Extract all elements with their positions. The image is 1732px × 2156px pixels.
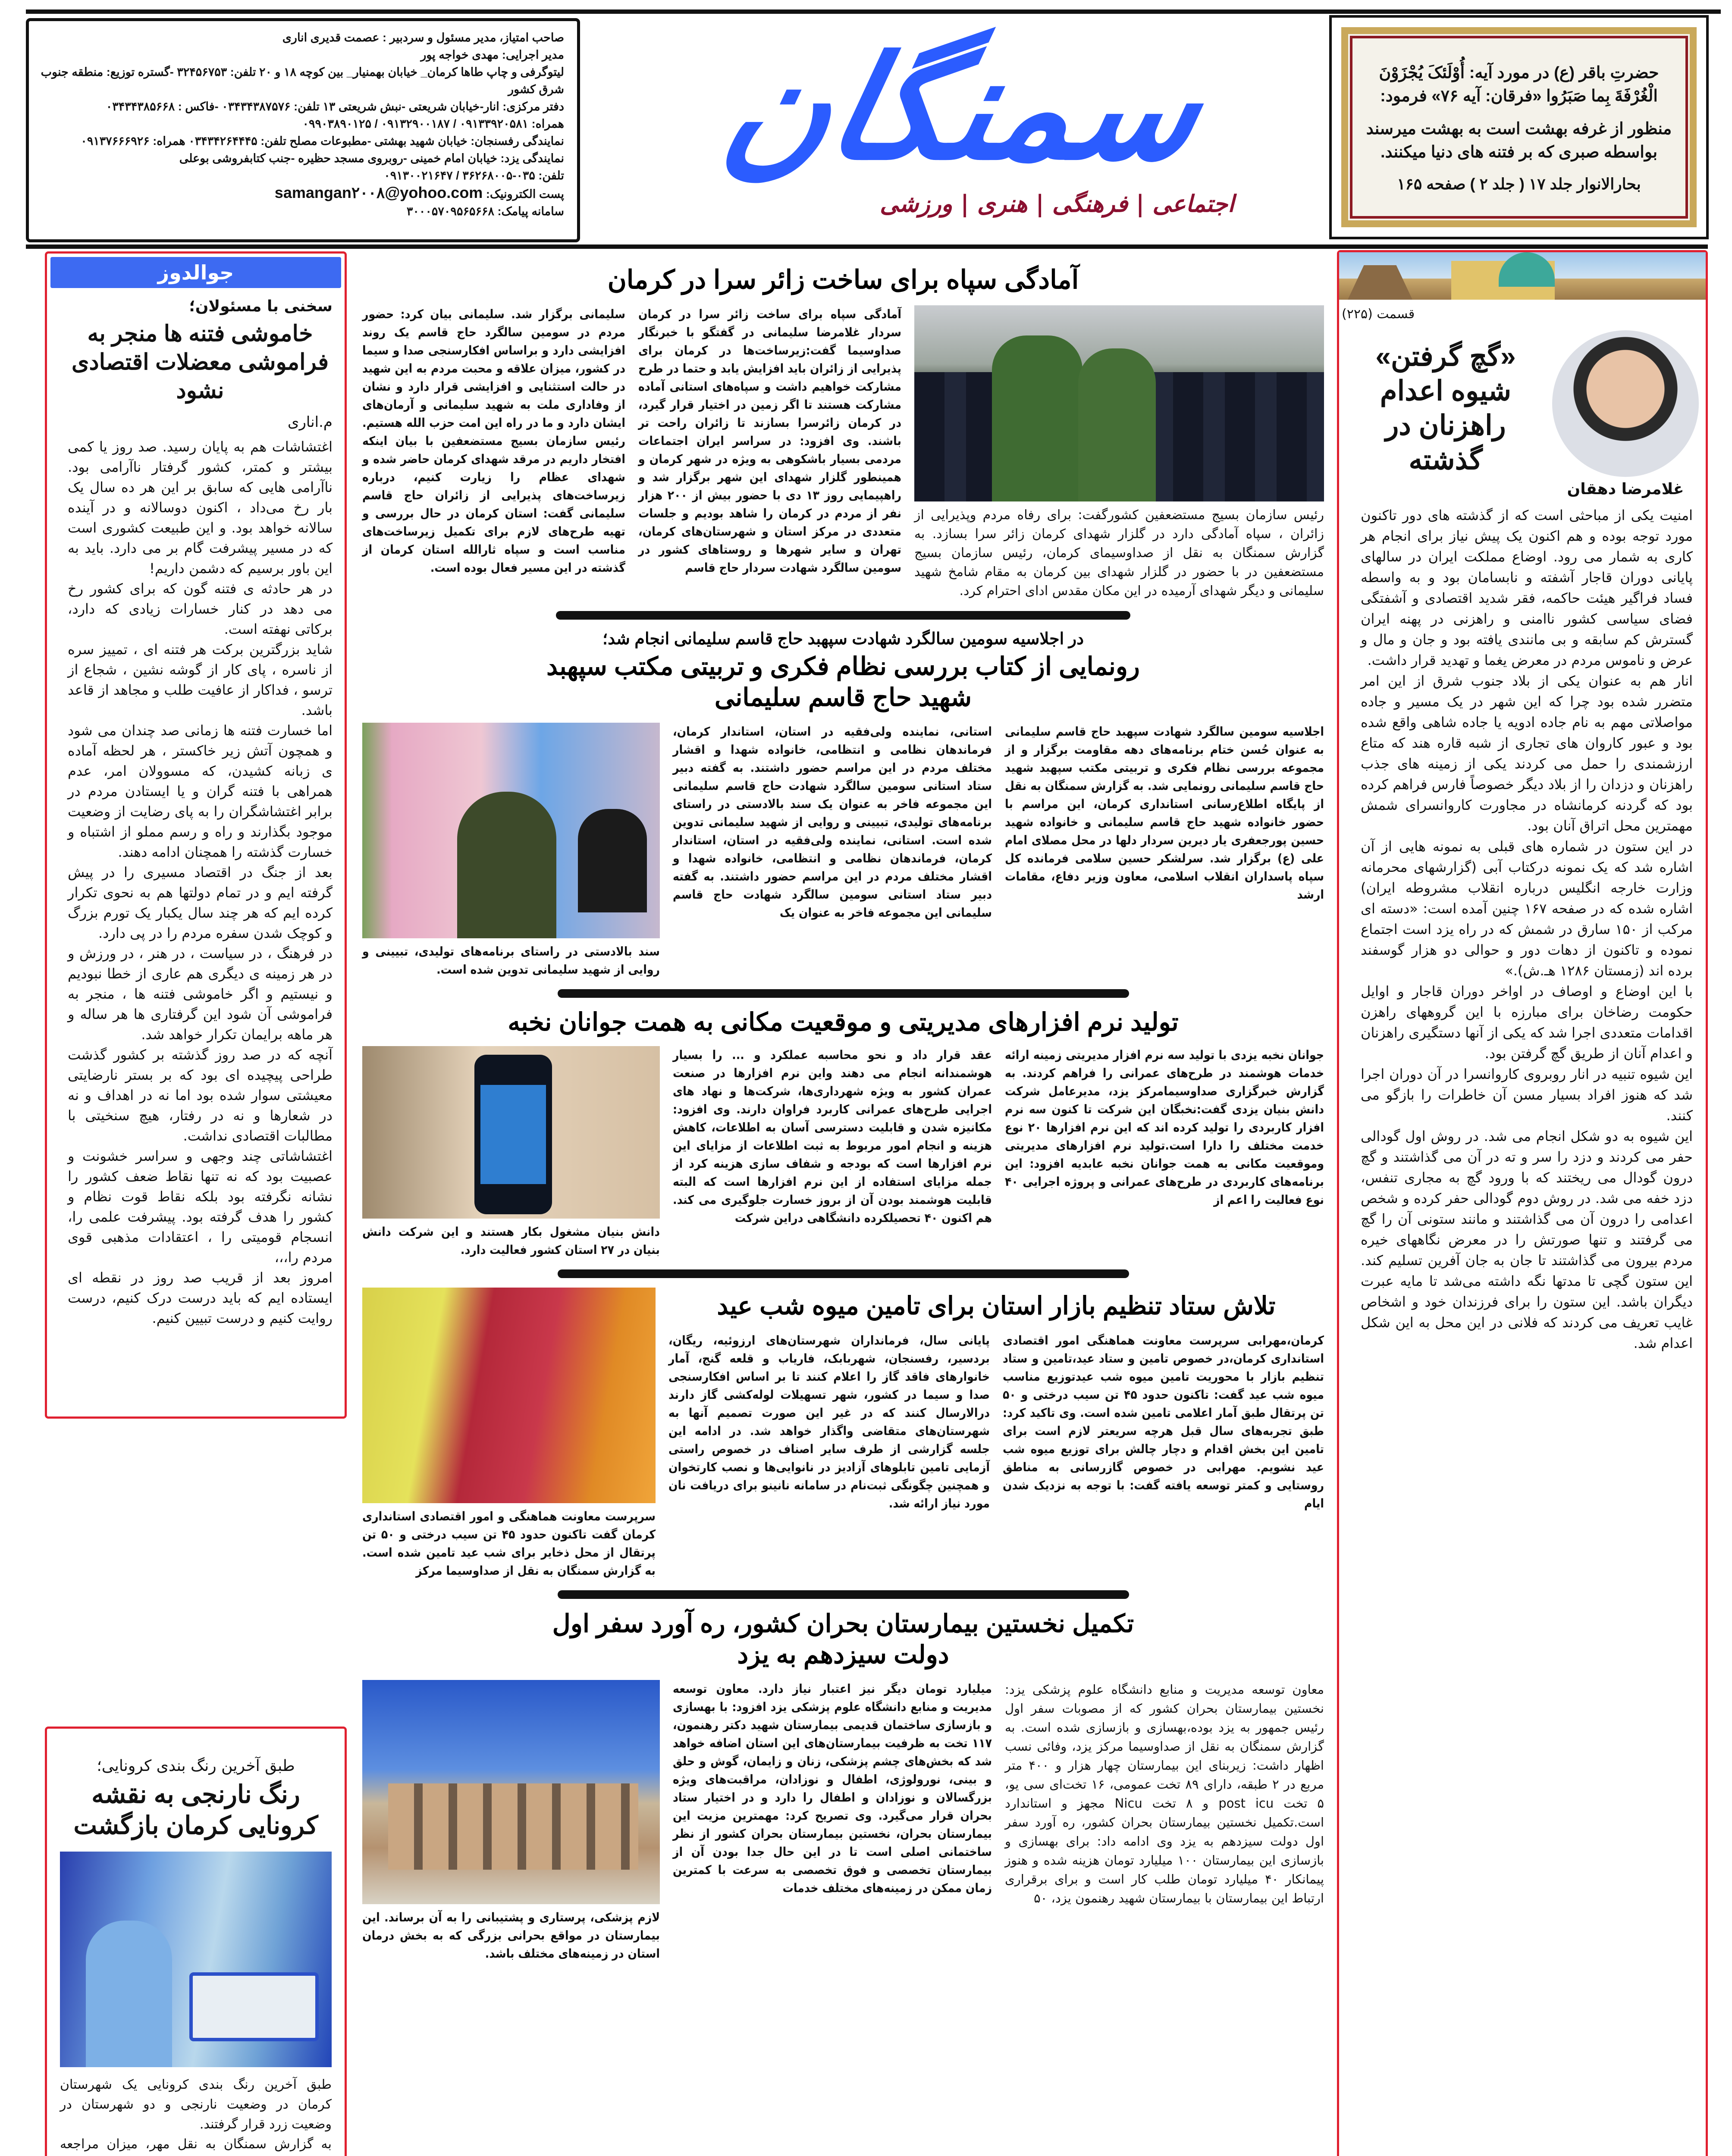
author: غلامرضا دهقان xyxy=(1567,480,1684,498)
imprint-mobile: همراه: ۰۹۱۳۳۹۲۰۵۸۱ / ۰۹۱۳۲۹۰۰۱۸۷ / ۰۹۹۰۳۸۹۰۱۲۵ xyxy=(302,117,564,130)
photo-caption: رئیس سازمان بسیج مستضعفین کشورگفت: برای رفاه مردم وپذیرایی از زائران ، سپاه آمادگی دارد در گلزار شهدای کرمان زائر سرا بسازد. به گزارش سمنگان به نقل از صداوسیمای کرمان، رئیس سازمان بسیج مستضعفین در با حضور در گلزار شهدای بین کرمان به مقام شامخ شهید سلیمانی و دیگر شهدای آرمیده در این مکان مقدس ادای احترام کرد. xyxy=(914,508,1324,599)
article-1-photo xyxy=(914,305,1324,501)
smart-home-photo xyxy=(362,1046,660,1219)
masthead-logo xyxy=(710,17,1251,233)
imprint-box xyxy=(26,18,580,242)
icu-photo xyxy=(60,1852,332,2067)
covid-kicker: طبق آخرین رنگ بندی کرونایی؛ xyxy=(97,1757,295,1775)
paragraph: امروز بعد از قریب صد روز در نقطه ای ایستاده ایم که باید درست درک کنیم، درست روایت کنیم و درست تبیین کنیم. xyxy=(68,1269,333,1326)
article-1-col-2: سلیمانی برگزار شد. سلیمانی بیان کرد: حضور مردم در سومین سالگرد حاج قاسم یک روند افزایشی دارد و براساس افکارسنجی صدا و سیما در کشور، میزان علاقه و محبت مردم به این شهید در حالت استثنایی و افزایشی قرار دارد و نشان از وفاداری ملت به شهید سلیمانی و آرمان‌های ایشان دارد و ما در راه این امت حزب الله هستیم. رئیس سازمان بسیج مستضعفین با بیان اینکه افتخار داریم در مرقد شهدای کرمان حاضر شده و شهدای عظام را زیارت کنیم، درباره زیرساخت‌های پذیرایی از زائران حاج قاسم سلیمانی گفت: استان کرمان در حال بررسی و تهیه طرح‌های لازم برای تکمیل زیرساخت‌های مناسب است و سپاه ثارالله استان کرمان از گذشته در این مسیر فعال بوده است. xyxy=(362,307,625,575)
article-4-col-2: پایانی سال، فرمانداران شهرستان‌های ارزوئیه، ریگان، بردسیر، رفسنجان، شهربابک، فاریاب و قلعه گنج، آمار خانوارهای فاقد گاز را اعلام کنند تا بر اساس افکارسنجی صدا و سیما در کشور، شهر تسهیلات لوله‌کشی گاز دارند درالارسال کنند که در غیر این صورت تصمیم آنها به شهرستان‌های متقاضی واگذار خواهد شد. در ادامه این جلسه گزارشی از طرف سایر اصناف در خصوص راستی آزمایی تامین تابلوهای آزادیز در نانوایی‌ها و نصب کارتخوان و همچنین چگونگی ثبت‌نام در سامانه نانینو برای دریافت نان مورد نیاز ارائه شد. xyxy=(668,1333,990,1510)
article-1 xyxy=(362,265,1324,601)
kerman-banner xyxy=(1339,252,1706,300)
imprint-yazd: نمایندگی یزد: خیابان امام خمینی -روبروی مسجد حظیره -جنب کتابفروشی بوعلی xyxy=(179,152,564,165)
paragraph: طبق آخرین رنگ بندی کرونایی یک شهرستان کرمان در وضعیت نارنجی و دو شهرستان در وضعیت زرد قرار گرفتند. xyxy=(60,2077,332,2132)
paragraph: اما خسارت فتنه ها زمانی صد چندان می شود و همچون آتش زیر خاکستر ، هر لحظه آماده ی زبانه کشیدن، که مسوولان امر، عدم همراهی با فتنه گران و یا ایستادن مردم در برابر اغتشاشگران را به پای رضایت از وضعیت موجود بگذارند و راه و رسم مملو از اشتباه و خسارت گذشته را همچنان ادامه دهند. xyxy=(68,722,333,860)
email-link[interactable]: samangan۲۰۰۸@yohoo.com xyxy=(274,184,483,201)
fruit-photo-caption: سرپرست معاونت هماهنگی و امور اقتصادی استانداری کرمان گفت تاکنون حدود ۴۵ تن سیب درختی و ۵۰ تن پرتقال از محل ذخایر برای شب عید تامین شده است. به گزارش سمنگان به نقل از صداوسیما مرکز xyxy=(362,1509,656,1578)
article-1-col-1: آمادگی سپاه برای ساخت زائر سرا در کرمان سردار غلامرضا سلیمانی در گفتگو با خبرنگار صداوسیما گفت:زیرساخت‌ها در کرمان برای پذیرایی از زائران باید افزایش یابد و حتما در طرح مشارکت خواهیم داشت و سپاه‌های استانی آماده مشارکت هستند تا اگر زمین در اختیار قرار گیرد، در کرمان زائرسرا بسازند تا زائران راحت تر باشند. وی افزود: در سراسر ایران اجتماعات مردمی بسیار باشکوهی به ویژه در شهر کرمان و همینطور گلزار شهدای این شهر برگزار شد و راهپیمایی روز ۱۳ دی با حضور بیش از ۲۰۰ هزار نفر از مردم در کرمان را شاهد بودیم و جلسات متعددی در مرکز استان و شهرستان‌های کرمان، تهران و سایر شهرها و روستاهای کشور در سومین سالگرد شهادت سردار حاج قاسم xyxy=(638,307,901,575)
author: م.اناری xyxy=(287,414,333,431)
hadith-line-1: حضرتِ باقر (ع) در مورد آیه: أُوْلَئکَ یُجْزَوْنَ xyxy=(1379,64,1659,82)
article-5-col-3: لازم پزشکی، پرستاری و پشتیبانی را به آن برساند. این بیمارستان در مواقع بحرانی بزرگی که به بخش درمان استان در زمینه‌های مختلف باشد. xyxy=(362,1910,660,1961)
paragraph: این شیوه تنبیه در انار روبروی کاروانسرا در آن دوران اجرا شد که هنوز افراد بسیار مسن آن خاطرات را بازگو می کنند. xyxy=(1361,1066,1693,1124)
imprint-exec: مدیر اجرایی: مهدی خواجه پور xyxy=(420,48,564,61)
imprint-yazd-phone: تلفن: ۰۳۵-۳۶۲۶۸۰۰۵ / ۰۹۱۳۰۰۲۱۶۴۷ xyxy=(384,169,564,182)
paragraph: به گزارش سمنگان به نقل مهر، میزان مراجعه xyxy=(60,2137,332,2152)
article-3-col-1: جوانان نخبه یزدی با تولید سه نرم افزار مدیریتی زمینه ارائه خدمات هوشمند در طرح‌های عمرانی را فراهم کردند. به گزارش خبرگزاری صداوسیمامرکز یزد، مدیرعامل شرکت دانش بنیان یزدی گفت:نخبگان این شرکت تا کنون سه نرم افزار کاربردی را تولید کرده اند که این نرم افزارها ۲۰ نوع خدمت مختلف را دارا است.تولید نرم افزارهای مدیریتی وموقعیت مکانی به همت جوانان نخبه عابدیه افزود: این برنامه‌های کاربردی در طرح‌های عمرانی و پروژه اجرایی ۴۰ نوع فعالیت را اعم از xyxy=(1005,1048,1324,1207)
paragraph: بعد از جنگ در اقتصاد مسیری را در پیش گرفته ایم و در تمام دولتها هم به نحوی تکرار کرده ایم که هر چند سال یکبار یک تورم بزرگ و کوچک شدن سفره مردم را در پی دارد. xyxy=(68,864,333,941)
headline: تکمیل نخستین بیمارستان بحران کشور، ره آورد سفر اول دولت سیزدهم به یزد xyxy=(552,1610,1134,1669)
article-5-col-2: میلیارد تومان دیگر نیز اعتبار نیاز دارد. معاون توسعه مدیریت و منابع دانشگاه علوم پزشکی یزد افزود: با بهسازی و بازسازی ساختمان قدیمی بیمارستان شهید دکتر رهنمون، ۱۱۷ تخت به ظرفیت بیمارستان‌های این استان اضافه خواهد شد که بخش‌های چشم پزشکی، زنان و زایمان، گوش و حلق و بینی، نورولوژی، اطفال و نوزادان، مراقبت‌های ویژه بزرگسالان و نوزادان و اطفال را دارد و در اختیار ستاد بحران قرار می‌گیرد. وی تصریح کرد: مهمترین مزیت این بیمارستان بحران، نخستین بیمارستان بحران کشور از نظر ساختمانی اصلی است تا در این حال جدا بودن آن از بیمارستان تخصصی و فوق تخصصی به سرعت با کمترین زمان ممکن در زمینه‌های مختلف خدمات xyxy=(673,1682,992,1895)
covid-headline: رنگ نارنجی به نقشه کرونایی کرمان بازگشت xyxy=(73,1780,318,1839)
hadith-line-2: الْغُرْفَةَ بِما صَبَرُوا «فرقان: آیه ۷۶» فرمود: xyxy=(1380,87,1658,105)
paragraph: آنچه که در صد روز گذشته بر کشور گذشت طراحی پیچیده ای بود که بر بستر نارضایتی معیشتی سوار شده بود اما نه در اهداف و نه در شعارها و نه در رفتار، هیچ سنخیتی با مطالبات اقتصادی نداشت. xyxy=(68,1047,333,1144)
hadith-line-3: منظور از غرفه بهشت است به بهشت میرسند xyxy=(1366,120,1672,138)
article-3 xyxy=(362,1007,1324,1259)
author-photo xyxy=(1552,330,1699,477)
paragraph: امنیت یکی از مباحثی است که از گذشته های دور تاکنون مورد توجه بوده و هم اکنون یک پیش نیاز برای انجام هر کاری به شمار می رود. اوضاع مملکت ایران در سالهای پایانی دوران قاجار آشفته و نابسامان بود و به واسطه فساد فراگیر هیئت حاکمه، فقر شدید اقتصادی و آشفتگی فضای سیاسی کشور ناامنی و راهزنی در پهنه ایران گسترش کم سابقه و بی مانندی یافته بود و جان و مال و عرض و ناموس مردم در معرض یغما و تهدید قرار داشت. xyxy=(1361,507,1693,668)
episode-label: قسمت (۲۲۵) xyxy=(1342,307,1415,322)
header-rule xyxy=(26,244,1708,249)
headline: خاموشی فتنه ها منجر به فراموشی معضلات اقتصادی نشود xyxy=(71,321,329,403)
kicker: سخنی با مسئولان؛ xyxy=(189,298,333,315)
article-2-col-3: سند بالادستی در راستای برنامه‌های تولیدی، تبیینی و روایی از شهید سلیمانی تدوین شده است. xyxy=(362,944,660,977)
logo-tagline: اجتماعی | فرهنگی | هنری | ورزشی xyxy=(880,190,1234,217)
headline: رونمایی از کتاب بررسی نظام فکری و تربیتی مکتب سپهبد شهید حاج قاسم سلیمانی xyxy=(546,652,1140,711)
divider xyxy=(558,989,1129,998)
divider xyxy=(558,1590,1129,1599)
email-label: پست الکترونیک: xyxy=(486,188,564,201)
paragraph: انار هم به عنوان یکی از بلاد جنوب شرق از این امر متضرر شده بود چرا که این شهر در یک مسیر و جاده مواصلاتی مهم به نام جاده ادویه یا جاده شاهی واقع شده بود و عبور کاروان های تجاری از شبه قاره هند که متاع ارزشمندی را حمل می کردند یکی از زمینه های جذب راهزنان و دزدان را از بلاد دیگر خصوصاً فارس فراهم کرده بود که گردنه کرمانشاه در مجاورت کاروانسرای شمش مهمترین محل اتراق آنان بود. xyxy=(1361,673,1693,834)
top-rule xyxy=(26,9,1721,14)
article-body xyxy=(1339,498,1706,1354)
javaldooz-box xyxy=(45,251,347,1419)
headline: تولید نرم افزارهای مدیریتی و موقعیت مکانی به همت جوانان نخبه xyxy=(508,1008,1179,1036)
covid-box xyxy=(45,1727,347,2156)
hadith-source: بحارالانوار جلد ۱۷ ( جلد ۲ ) صفحه ۱۶۵ xyxy=(1397,175,1641,193)
section-label: جوالدوز xyxy=(157,261,234,284)
article-4-col-1: کرمان،مهرابی سرپرست معاونت هماهنگی امور اقتصادی استانداری کرمان،در خصوص تامین و ستاد عید،تامین و ستاد تنظیم بازار با محوریت تامین میوه شب عیدتوزیع مناسب میوه شب عید گفت: تاکنون حدود ۴۵ تن سیب درختی و ۵۰ تن پرتقال طبق آمار اعلامی تامین شده است. وی تاکید کرد: طبق تجربه‌های سال قبل هرچه سریعتر لازم است برای تامین این بخش اقدام و دچار چالش برای توزیع میوه شب عید نشویم. مهرابی در خصوص گازرسانی به مناطق روستایی و کمتر توسعه یافته گفت: با توجه به نزدیک شدن ایام xyxy=(1003,1333,1324,1510)
headline: آمادگی سپاه برای ساخت زائر سرا در کرمان xyxy=(607,265,1079,294)
divider xyxy=(556,611,1130,620)
article-2-col-1: اجلاسیه سومین سالگرد شهادت سپهبد حاج قاسم سلیمانی به عنوان حُسن ختام برنامه‌های دهه مقاومت برگزار و از مجموعه بررسی نظام فکری و تربیتی مکتب سپهبد شهید حاج قاسم سلیمانی رونمایی شد. به گزارش سمنگان به نقل از پایگاه اطلاع‌رسانی استانداری کرمان، این مراسم با حضور خانواده شهید حاج قاسم سلیمانی و خانواده شهید حسین پورجعفری یار دیرین سردار دلها در محل مصلای امام علی (ع) برگزار شد. سرلشکر حسین سلامی فرمانده کل سپاه پاسداران انقلاب اسلامی، معاون وزیر دفاع، مقامات ارشد xyxy=(1005,724,1324,902)
imprint-office: دفتر مرکزی: انار-خیابان شریعتی -نبش شریعتی ۱۳ تلفن: ۰۳۴۳۴۳۸۷۵۷۶ -فاکس : ۰۳۴۳۴۳۸۵۶۶۸ xyxy=(106,100,564,113)
hadith-box xyxy=(1329,15,1709,239)
paragraph: این شیوه به دو شکل انجام می شد. در روش اول گودالی حفر می کردند و دزد را سر و ته در آن می گذاشتند و گچ درون گودال می ریختند که با ورود گچ به مجاری تنفس، دزد خفه می شد. در روش دوم گودالی حفر کرده و شخص اعدامی را درون آن می گذاشتند و مانند ستونی آن را گچ می گرفتند و تنها صورتش را در معرض نگاههای خیره مردم بیرون می گذاشتند تا جان به جان آفرین تسلیم کند. این ستون گچی تا مدتها نگه داشته می‌شد تا مایه عبرت دیگران باشد. این ستون را برای فرزندان خود و اشخاص غایب تعریف می کردند که فلانی در این محل به این شکل اعدام شد. xyxy=(1361,1128,1693,1351)
article-2-photo xyxy=(362,723,660,938)
article-4 xyxy=(362,1278,1324,1580)
imprint-print: لیتوگرفی و چاپ طاها کرمان_ خیابان بهمنیار_ بین کوچه ۱۸ و ۲۰ تلفن: ۳۲۴۵۶۷۵۳ -گستره توزیع: منطقه جنوب شرق کشور xyxy=(41,66,564,96)
paragraph: در فرهنگ ، در سیاست ، در هنر ، در ورزش و در هر زمینه ی دیگری هم عاری از خطا نبودیم و نیستیم و اگر خاموشی فتنه ها ، منجر به فراموشی آن شود این گرفتاری ها هر ساله و هر ماهه برایمان تکرار خواهد شد. xyxy=(68,945,333,1043)
headline: تلاش ستاد تنظیم بازار استان برای تامین میوه شب عید xyxy=(717,1292,1276,1320)
article-5-col-1: معاون توسعه مدیریت و منابع دانشگاه علوم پزشکی یزد: نخستین بیمارستان بحران کشور که از مصوبات سفر اول رئیس جمهور به یزد بوده،بهسازی و بازسازی شده است. به گزارش سمنگان به نقل از صداوسیما مرکز یزد، وفائی نسب اظهار داشت: زیربنای این بیمارستان چهار هزار و ۴۰۰ متر مربع در ۲ طبقه، دارای ۸۹ تخت عمومی، ۱۶ تخت‌ای سی یو، ۵ تخت post icu و ۸ تخت Nicu مجهز و استاندارد است.تکمیل نخستین بیمارستان بحران کشور، ره آورد سفر اول دولت سیزدهم به یزد وی ادامه داد: برای بهسازی و بازسازی این بیمارستان ۱۰۰ میلیارد تومان هزینه شده و هنوز پیمانکار ۴۰ میلیارد تومان طلب کار است و برای برقراری ارتباط این بیمارستان با بیمارستان شهید رهنمون یزد، ۵۰ xyxy=(1005,1682,1324,1905)
fruit-market-photo xyxy=(362,1288,656,1503)
hadith-line-4: بواسطه صبری که بر فتنه های دنیا میکنند. xyxy=(1380,143,1658,161)
imprint-sms: سامانه پیامک: ۳۰۰۰۵۷۰۹۵۶۵۶۶۸ xyxy=(406,205,564,218)
hospital-photo xyxy=(362,1680,660,1904)
logo-text: سمنگان xyxy=(710,24,1217,191)
article-2 xyxy=(362,629,1324,979)
imprint-owner: صاحب امتیاز، مدیر مسئول و سردبیر : عصمت قدیری اناری xyxy=(282,31,564,44)
paragraph: در هر حادثه ی فتنه گون که برای کشور رخ می دهد در کنار خسارات زیادی که دارد، برکاتی نهفته است. xyxy=(68,580,333,637)
paragraph: اغتشاشات هم به پایان رسید. صد روز یا کمی بیشتر و کمتر، کشور گرفتار ناآرامی بود. ناآرامی هایی که سابق بر این هر ده سال یک بار رخ می‌داد ، اکنون دوسالانه و در آینده سالانه خواهد بود. و این طبیعت کشوری است که در مسیر پیشرفت گام بر می دارد. باید به این باور برسیم که دشمن داریم! xyxy=(68,439,333,577)
divider xyxy=(558,1269,1129,1278)
paragraph: شاید بزرگترین برکت هر فتنه ای ، تمییز سره از ناسره ، پای کار از گوشه نشین ، شجاع از ترسو ، فداکار از عافیت طلب و مجاهد از قاعد باشد. xyxy=(68,641,333,718)
paragraph: با این اوضاع و اوصاف در اواخر دوران قاجار و اوایل حکومت رضاخان برای مبارزه با این گروههای راهزن اقدامات متعددی اجرا شد که یکی از آنها دستگیری راهزنان و اعدام آنان از طریق گچ گرفتن بود. xyxy=(1361,983,1693,1062)
imprint-email-row xyxy=(35,184,564,203)
covid-body xyxy=(60,2075,332,2156)
headline: «گچ گرفتن» شیوه اعدام راهزنان در گذشته xyxy=(1375,341,1516,475)
paragraph: در این ستون در شماره های قبلی به نمونه هایی از آن اشاره شد که یک نمونه درکتاب آبی (گزارشهای محرمانه وزارت خارجه انگلیس درباره انقلاب مشروطه ایران) اشاره شده که در صفحه ۱۶۷ چنین آمده است: «دسته ای مرکب از ۱۵۰ سارق در شمش که در راه یزد است اجتماع نموده و تاکنون از دهات دور و حوالی دو هزار گوسفند برده اند (زمستان ۱۲۸۶ هـ.ش).» xyxy=(1361,838,1693,979)
imprint-rafsanjan: نمایندگی رفسنجان: خیابان شهید بهشتی -مطبوعات مصلح تلفن: ۰۳۴۳۴۲۶۴۴۴۵ همراه: ۰۹۱۳۷۶۶۶۹۲۶ xyxy=(81,135,564,147)
article-3-col-3: دانش بنیان مشغول بکار هستند و این شرکت دانش بنیان در ۲۷ استان کشور فعالیت دارد. xyxy=(362,1225,660,1257)
paragraph: اغتشاشاتی چند وجهی و سراسر خشونت و عصبیت بود که نه تنها نقاط ضعف کشور را نشانه نگرفته بود بلکه نقاط قوت نظام و کشور را هدف گرفته بود. پیشرفت علمی را، انسجام قومیتی را ، اعتقادات مذهبی قوی مردم را،،، xyxy=(68,1148,333,1266)
article-3-col-2: عقد قرار داد و نحو محاسبه عملکرد و ... را بسیار هوشمندانه انجام می دهند واین نرم افزارها در صنعت عمران کشور به ویژه شهرداری‌ها، شرکت‌ها و نهاد های اجرایی طرح‌های عمرانی کاربرد فراوان دارند. وی افزود: مکانیزه شدن و قابلیت دسترسی آسان به اطلاعات، کاهش هزینه و انجام امور مربوط به ثبت اطلاعات از مزایای این نرم افزارها است که بودجه و شفاف سازی هزینه کرد از جمله مزایای استفاده از این نرم افزارها است که البته قابلیت هوشمند بودن آن از بروز خسارت جلوگیری می کند. هم اکنون ۴۰ تحصیلکرده دانشگاهی دراین شرکت xyxy=(673,1048,992,1225)
article-5 xyxy=(362,1608,1324,1963)
article-2-col-2: استانی، نماینده ولی‌فقیه در استان، استاندار کرمان، فرماندهان نظامی و انتظامی، خانواده شهدا و اقشار مختلف مردم در این مراسم حضور داشتند. به گفته دبیر ستاد استانی سومین سالگرد شهادت حاج قاسم سلیمانی این مجموعه فاخر به عنوان یک سند بالادستی در راستای برنامه‌های تولیدی، تبیینی و روایی از شهید سلیمانی تدوین شده است. استانی، نماینده ولی‌فقیه در استان، استاندار کرمان، فرماندهان نظامی و انتظامی، خانواده شهدا و اقشار مختلف مردم در این مراسم حضور داشتند. به گفته دبیر ستاد استانی سومین سالگرد شهادت حاج قاسم سلیمانی این مجموعه فاخر به عنوان یک xyxy=(673,724,992,920)
history-column xyxy=(1337,250,1708,2156)
kicker: در اجلاسیه سومین سالگرد شهادت سپهبد حاج قاسم سلیمانی انجام شد؛ xyxy=(602,630,1084,648)
center-column xyxy=(362,254,1324,1963)
article-body xyxy=(68,437,333,1329)
section-header xyxy=(50,257,341,288)
